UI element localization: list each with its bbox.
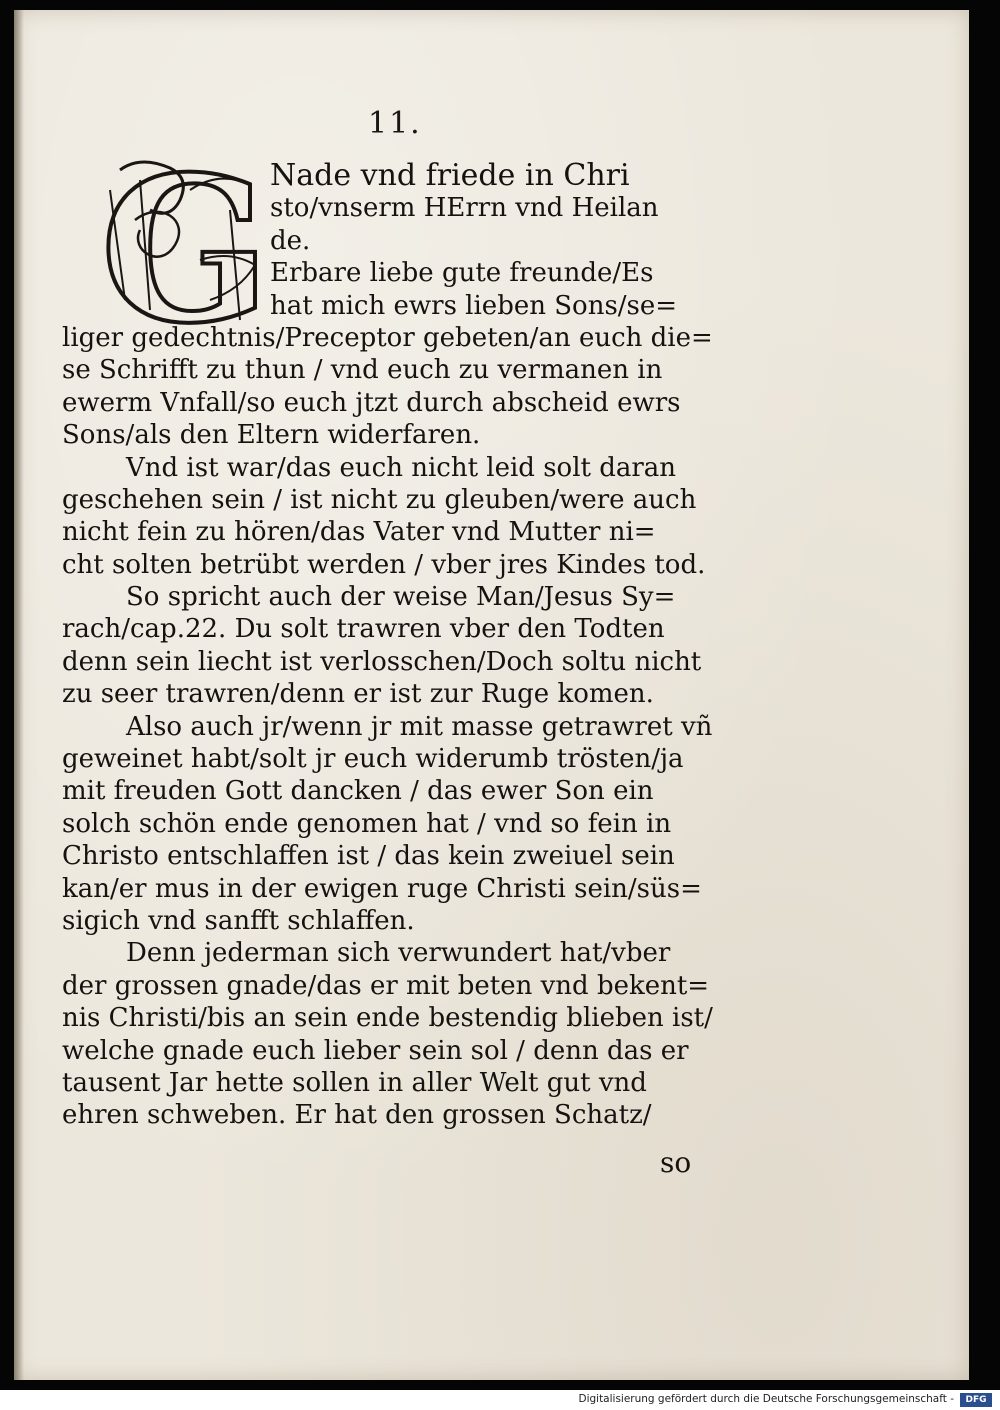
initial-letter: G <box>100 150 271 340</box>
show-through-text <box>104 122 754 146</box>
text-line: geweinet habt/solt jr euch widerumb trösten/ja <box>62 744 684 775</box>
text-line: sto/vnserm HErrn vnd Heilan <box>270 193 659 224</box>
text-line: Sons/als den Eltern widerfaren. <box>62 420 481 451</box>
folio-number: 11. <box>368 106 422 141</box>
text-line: Denn jederman sich verwundert hat/vber <box>126 938 671 969</box>
text-line: denn sein liecht ist verlosschen/Doch soltu nicht <box>62 646 702 677</box>
text-line: zu seer trawren/denn er ist zur Ruge komen. <box>62 679 654 710</box>
catchword: so <box>660 1146 692 1179</box>
text-line: kan/er mus in der ewigen ruge Christi sein/süs= <box>62 873 702 904</box>
text-line: solch schön ende genomen hat / vnd so fein in <box>62 808 672 839</box>
text-line: Christo entschlaffen ist / das kein zweiuel sein <box>62 841 675 872</box>
text-line: de. <box>270 225 311 256</box>
dfg-logo: DFG <box>960 1393 992 1407</box>
funding-credit: Digitalisierung gefördert durch die Deutsche Forschungsgemeinschaft - <box>578 1393 954 1405</box>
text-line: se Schrifft zu thun / vnd euch zu vermanen in <box>62 355 663 386</box>
text-line: der grossen gnade/das er mit beten vnd bekent= <box>62 970 710 1001</box>
text-line: nicht fein zu hören/das Vater vnd Mutter ni= <box>62 517 656 548</box>
text-line: sigich vnd sanfft schlaffen. <box>62 905 415 936</box>
text-line: Vnd ist war/das euch nicht leid solt daran <box>126 452 677 483</box>
page-text <box>62 160 722 1132</box>
text-line: mit freuden Gott dancken / das ewer Son ein <box>62 776 654 807</box>
text-line: rach/cap.22. Du solt trawren vber den Todten <box>62 614 665 645</box>
text-line: welche gnade euch lieber sein sol / denn das er <box>62 1035 689 1066</box>
text-line: liger gedechtnis/Preceptor gebeten/an euch die= <box>62 322 713 353</box>
page-spine-shadow <box>14 10 24 1380</box>
text-line: tausent Jar hette sollen in aller Welt gut vnd <box>62 1067 647 1098</box>
text-line: ewerm Vnfall/so euch jtzt durch abscheid ewrs <box>62 387 681 418</box>
footer-bar <box>0 1390 1000 1410</box>
text-line: Also auch jr/wenn jr mit masse getrawret vñ <box>126 711 713 742</box>
text-line: nis Christi/bis an sein ende bestendig blieben ist/ <box>62 1003 713 1034</box>
text-line: geschehen sein / ist nicht zu gleuben/were auch <box>62 484 697 515</box>
text-line: Nade vnd friede in Chri <box>270 158 630 193</box>
text-line: hat mich ewrs lieben Sons/se= <box>270 290 678 321</box>
text-line: Erbare liebe gute freunde/Es <box>270 258 654 289</box>
text-line: So spricht auch der weise Man/Jesus Sy= <box>126 582 676 613</box>
text-line: ehren schweben. Er hat den grossen Schatz/ <box>62 1100 652 1131</box>
text-line: cht solten betrübt werden / vber jres Kindes tod. <box>62 549 706 580</box>
